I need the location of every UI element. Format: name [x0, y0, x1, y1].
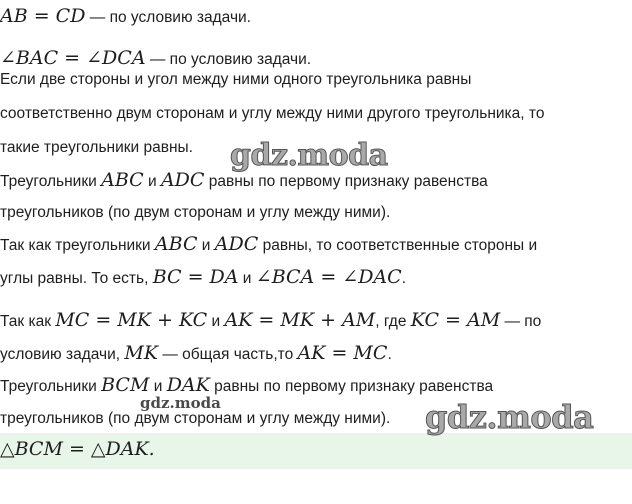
- text: — общая часть,то: [158, 346, 298, 363]
- answer-text: △BCM = △DAK.: [0, 438, 155, 460]
- formula: ∠BAC = ∠DCA: [0, 47, 146, 69]
- text: Треугольники: [0, 378, 102, 395]
- answer-formula: [0, 439, 155, 461]
- line-6: [0, 170, 488, 192]
- watermark-gdz-moda: gdz.moda: [230, 138, 388, 173]
- watermark-gdz-moda: gdz.moda: [425, 398, 594, 436]
- watermark-gdz-moda-small: gdz.moda: [140, 394, 221, 412]
- formula: AK = MK + AM: [224, 309, 376, 331]
- line-11: [0, 343, 392, 365]
- text: и: [149, 378, 167, 395]
- formula: ADC: [160, 169, 205, 191]
- text: — по условию задачи.: [145, 51, 312, 68]
- formula: BC = DA: [152, 266, 239, 288]
- text: .: [401, 270, 406, 287]
- text: условию задачи,: [0, 346, 125, 363]
- formula: ∠BCA = ∠DAC: [255, 266, 402, 288]
- formula: ADC: [214, 233, 259, 255]
- text: соответственно двум сторонам и углу между ними другого треугольника, то: [0, 105, 545, 122]
- line-1: [0, 6, 251, 28]
- text: — по условию задачи.: [85, 9, 251, 26]
- text: и: [238, 270, 256, 287]
- formula: MK: [124, 342, 159, 364]
- line-8: [0, 234, 537, 256]
- text: и: [207, 313, 225, 330]
- formula: DAK: [166, 374, 210, 396]
- text: равны по первому признаку равенства: [204, 173, 488, 190]
- formula: MC = MK + KC: [55, 309, 208, 331]
- text: .: [387, 346, 392, 363]
- line-13: [0, 409, 390, 429]
- text: Если две стороны и угол между ними одного треугольника равны: [0, 71, 472, 88]
- text: , где: [375, 313, 411, 330]
- line-10: [0, 310, 541, 332]
- formula: AB = CD: [0, 5, 86, 27]
- text: Так как: [0, 313, 56, 330]
- text: такие треугольники равны.: [0, 139, 193, 156]
- formula: BCM: [101, 374, 150, 396]
- formula: ABC: [154, 233, 198, 255]
- line-3: [0, 70, 471, 90]
- formula: AK = MC: [297, 342, 388, 364]
- line-9: [0, 267, 406, 289]
- text: Так как треугольники: [0, 237, 155, 254]
- line-5: [0, 138, 193, 158]
- line-4: [0, 104, 544, 124]
- text: углы равны. То есть,: [0, 270, 153, 287]
- formula: KC = AM: [410, 309, 501, 331]
- text: и: [143, 173, 161, 190]
- text: треугольников (по двум сторонам и углу между ними).: [0, 204, 391, 221]
- text: Треугольники: [0, 173, 102, 190]
- answer-box: [0, 433, 632, 469]
- formula: ABC: [101, 169, 144, 191]
- line-7: [0, 203, 390, 223]
- text: равны, то соответственные стороны и: [258, 237, 538, 254]
- line-12: [0, 375, 493, 397]
- text: треугольников (по двум сторонам и углу между ними).: [0, 410, 391, 427]
- line-2: [0, 48, 311, 70]
- text: равны по первому признаку равенства: [209, 378, 494, 395]
- text: — по: [500, 313, 542, 330]
- text: и: [197, 237, 215, 254]
